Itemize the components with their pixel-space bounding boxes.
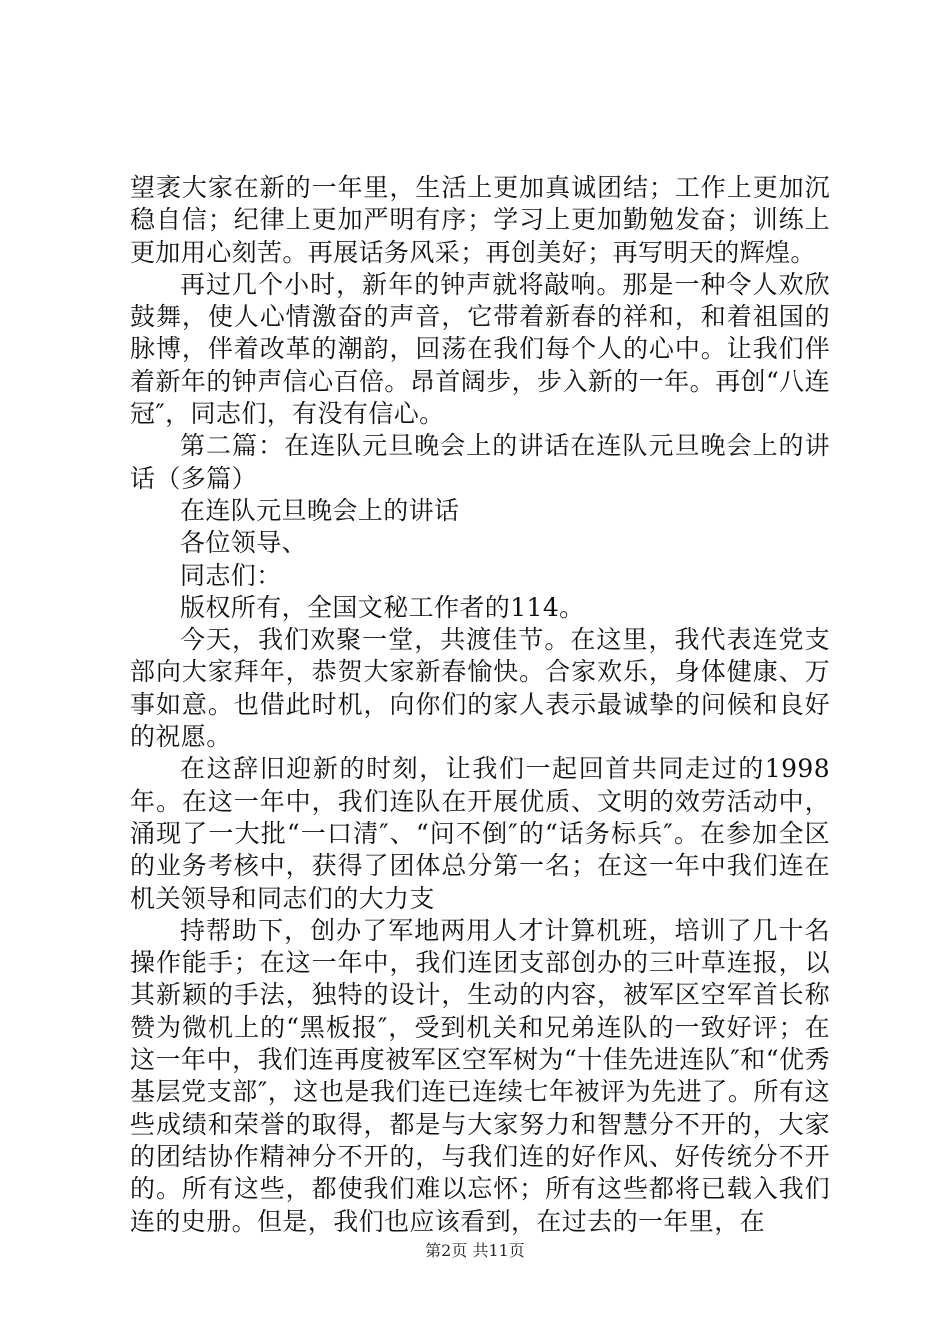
paragraph-achievements: 持帮助下，创办了军地两用人才计算机班，培训了几十名操作能手；在这一年中，我们连团支部创办的三叶草连报，以其新颖的手法，独特的设计，生动的内容，被军区空军首长称赞为微机上的“黑板报″，受到机关和兄弟连队的一致好评；在这一年中，我们连再度被军区空军树为“十佳先进连队″和“优秀基层党支部″，这也是我们连已连续七年被评为先进了。所有这些成绩和荣誉的取得，都是与大家努力和智慧分不开的，大家的团结协作精神分不开的，与我们连的好作风、好传统分不开的。所有这些，都使我们难以忘怀；所有这些都将已载入我们连的史册。但是，我们也应该看到，在过去的一年里，在 [130,915,830,1236]
speech-title: 在连队元旦晚会上的讲话 [180,495,460,525]
paragraph-continuation: 望袤大家在新的一年里，生活上更加真诚团结；工作上更加沉稳自信；纪律上更加严明有序；学习上更加勤勉发奋；训练上更加用心刻苦。再展话务风采；再创美好；再写明天的辉煌。 [130,173,830,267]
copyright-line: 版权所有，全国文秘工作者的114。 [180,592,585,622]
section-heading-second-article: 第二篇：在连队元旦晚会上的讲话在连队元旦晚会上的讲话（多篇） [130,431,830,493]
salutation-comrades: 同志们： [180,560,282,590]
page-footer: 第2页 共11页 [425,1241,525,1260]
salutation-leaders: 各位领导、 [180,528,308,558]
document-body [130,172,830,1238]
paragraph-new-year-bell: 再过几个小时，新年的钟声就将敲响。那是一种令人欢欣鼓舞，使人心情激奋的声音，它带着新春的祥和，和着祖国的脉博，伴着改革的潮韵，回荡在我们每个人的心中。让我们伴着新年的钟声信心百倍。昂首阔步，步入新的一年。再创“八连冠″，同志们，有没有信心。 [130,269,830,429]
paragraph-greeting: 今天，我们欢聚一堂，共渡佳节。在这里，我代表连党支部向大家拜年，恭贺大家新春愉快。合家欢乐，身体健康、万事如意。也借此时机，向你们的家人表示最诚挚的问候和良好的祝愿。 [130,625,830,752]
paragraph-review-1998: 在这辞旧迎新的时刻，让我们一起回首共同走过的1998年。在这一年中，我们连队在开展优质、文明的效劳活动中，涌现了一大批“一口清″、“问不倒″的“话务标兵″。在参加全区的业务考核中，获得了团体总分第一名；在这一年中我们连在机关领导和同志们的大力支 [130,754,830,913]
